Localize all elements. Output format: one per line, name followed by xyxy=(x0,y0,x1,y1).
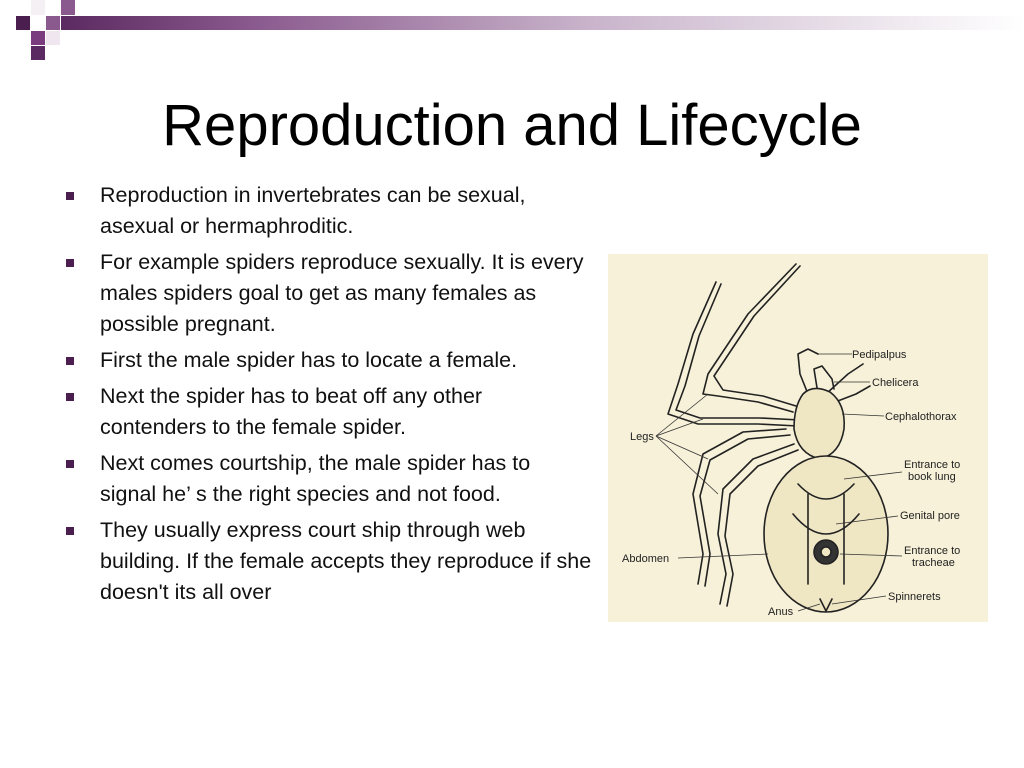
label-legs: Legs xyxy=(630,431,654,443)
deco-square xyxy=(61,0,75,15)
bullet-icon xyxy=(66,460,74,468)
slide-title: Reproduction and Lifecycle xyxy=(162,93,862,158)
bullet-icon xyxy=(66,259,74,267)
label-entrance-tracheae-1: Entrance to xyxy=(904,545,961,557)
bullet-list xyxy=(62,180,592,613)
spider-anatomy-diagram xyxy=(608,254,988,622)
bullet-item xyxy=(62,180,592,242)
bullet-item xyxy=(62,381,592,443)
deco-square xyxy=(31,31,45,45)
label-entrance-book-lung-1: Entrance to xyxy=(904,459,961,471)
bullet-item xyxy=(62,247,592,340)
bullet-text: Next the spider has to beat off any other contenders to the female spider. xyxy=(100,384,483,439)
bullet-text: First the male spider has to locate a female. xyxy=(100,348,518,372)
label-entrance-tracheae-2: tracheae xyxy=(912,557,955,569)
bullet-item xyxy=(62,345,592,376)
label-abdomen: Abdomen xyxy=(622,553,670,565)
label-anus: Anus xyxy=(768,606,794,618)
deco-square xyxy=(31,0,45,15)
bullet-icon xyxy=(66,192,74,200)
label-entrance-book-lung-2: book lung xyxy=(908,471,956,483)
spider-illustration xyxy=(608,254,988,622)
header-gradient-bar xyxy=(61,16,1024,30)
bullet-icon xyxy=(66,357,74,365)
label-genital-pore: Genital pore xyxy=(900,510,960,522)
bullet-text: For example spiders reproduce sexually. It is every males spiders goal to get as many females as possible pregnant. xyxy=(100,250,584,336)
bullet-text: They usually express court ship through web building. If the female accepts they reproduce if she doesn't its all over xyxy=(100,518,592,604)
bullet-item xyxy=(62,515,592,608)
bullet-item xyxy=(62,448,592,510)
bullet-text: Reproduction in invertebrates can be sexual, asexual or hermaphroditic. xyxy=(100,183,526,238)
label-chelicera: Chelicera xyxy=(872,377,919,389)
deco-square xyxy=(16,16,30,30)
label-spinnerets: Spinnerets xyxy=(888,591,941,603)
deco-square xyxy=(31,46,45,60)
bullet-text: Next comes courtship, the male spider has to signal he’ s the right species and not food. xyxy=(100,451,531,506)
bullet-icon xyxy=(66,527,74,535)
bullet-icon xyxy=(66,393,74,401)
label-pedipalpus: Pedipalpus xyxy=(852,349,907,361)
deco-square xyxy=(46,16,60,30)
label-cephalothorax: Cephalothorax xyxy=(885,411,957,423)
deco-square xyxy=(46,31,60,45)
